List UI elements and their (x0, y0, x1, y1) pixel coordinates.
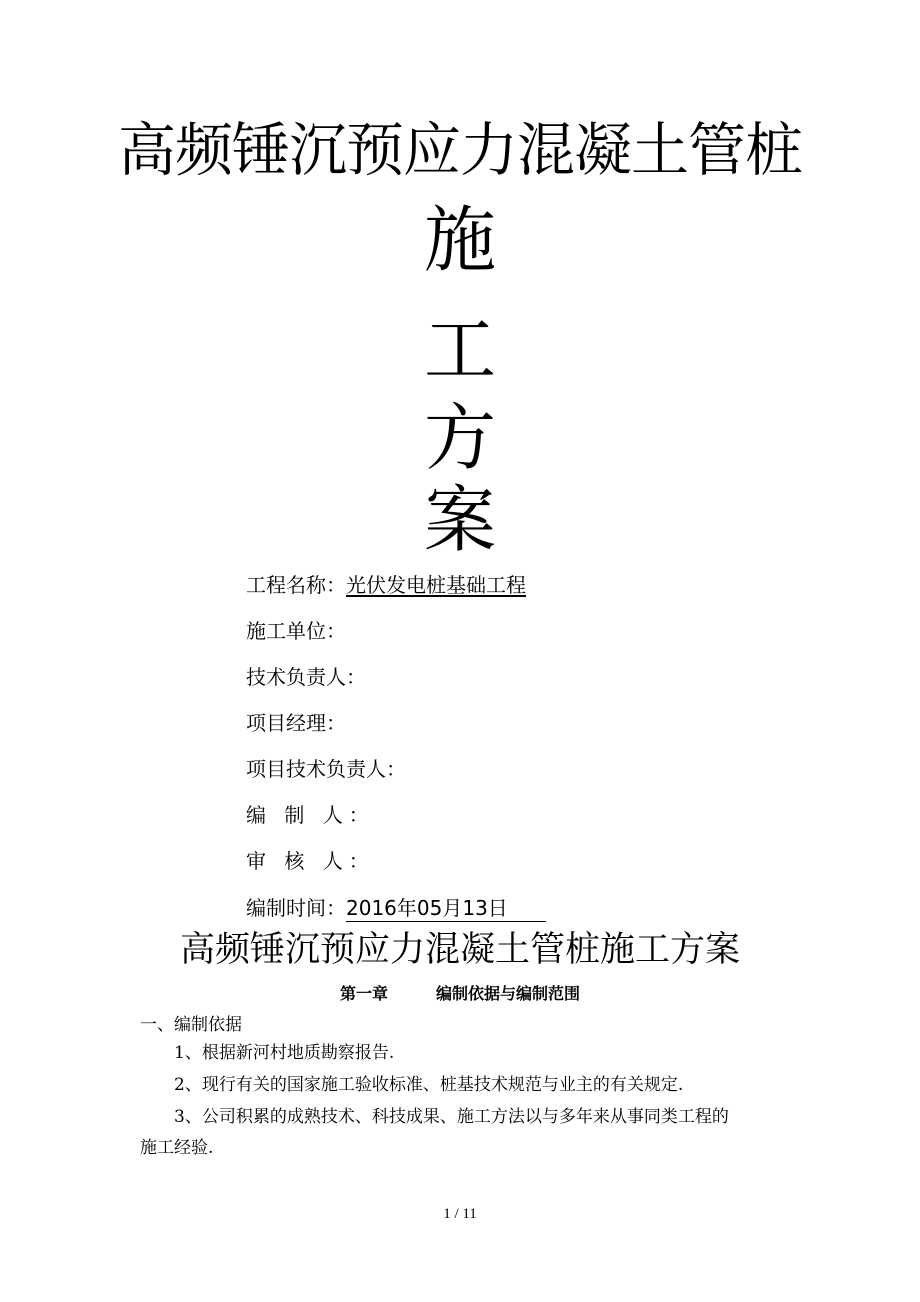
info-construction-unit-label: 施工单位： (246, 619, 346, 643)
info-compile-time (246, 894, 546, 922)
info-project-name-label: 工程名称： (246, 573, 346, 597)
info-project-tech-lead-label: 项目技术负责人： (246, 757, 406, 781)
info-compile-time-value: 2016年05月13日 (346, 895, 546, 922)
document-title: 高频锤沉预应力混凝土管桩施工方案 (179, 930, 740, 970)
info-compiler (246, 801, 375, 829)
section-heading: 一、编制依据 (140, 1015, 242, 1035)
info-compile-time-label: 编制时间： (246, 896, 346, 920)
info-project-manager (246, 709, 346, 737)
list-item: 3、公司积累的成熟技术、科技成果、施工方法以与多年来从事同类工程的 (174, 1107, 729, 1127)
list-item: 2、现行有关的国家施工验收标准、桩基技术规范与业主的有关规定. (174, 1075, 684, 1095)
cover-title: 高频锤沉预应力混凝土管桩 (117, 116, 802, 184)
info-project-name-value: 光伏发电桩基础工程 (346, 573, 526, 597)
info-project-tech-lead (246, 755, 406, 783)
list-item-continuation: 施工经验. (140, 1138, 214, 1158)
cover-char-gong: 工 (423, 308, 496, 392)
page-indicator: 1 / 11 (443, 1206, 477, 1222)
info-compiler-label: 编 制 人： (246, 803, 375, 827)
info-project-manager-label: 项目经理： (246, 711, 346, 735)
info-reviewer (246, 847, 375, 875)
info-project-name (246, 571, 526, 599)
chapter-title: 编制依据与编制范围 (436, 984, 581, 1003)
cover-char-an: 案 (423, 478, 496, 562)
info-tech-lead (246, 663, 366, 691)
chapter-heading (0, 981, 920, 1007)
list-item: 1、根据新河村地质勘察报告. (174, 1043, 395, 1063)
info-reviewer-label: 审 核 人： (246, 849, 375, 873)
cover-char-shi: 施 (423, 198, 496, 282)
info-construction-unit (246, 617, 346, 645)
cover-char-fang: 方 (423, 396, 496, 480)
info-tech-lead-label: 技术负责人： (246, 665, 366, 689)
chapter-number: 第一章 (339, 984, 388, 1003)
